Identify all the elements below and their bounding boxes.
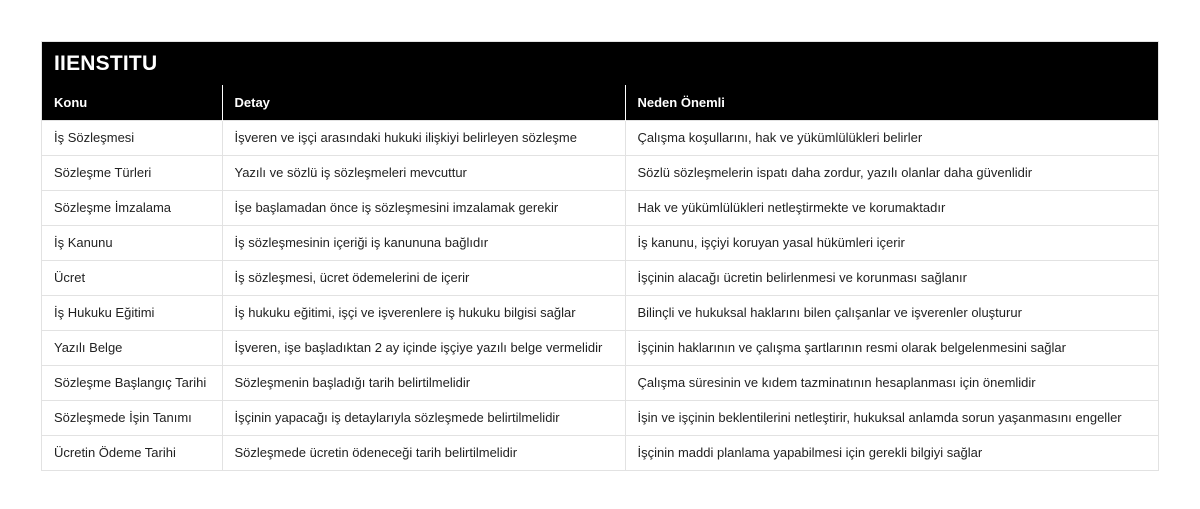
cell-detay: İş hukuku eğitimi, işçi ve işverenlere iş hukuku bilgisi sağlar	[222, 295, 625, 330]
table-row	[42, 155, 1158, 190]
cell-neden-onemli: İşçinin maddi planlama yapabilmesi için gerekli bilgiyi sağlar	[625, 435, 1158, 470]
cell-konu: Yazılı Belge	[42, 330, 222, 365]
cell-detay: İşveren ve işçi arasındaki hukuki ilişkiyi belirleyen sözleşme	[222, 120, 625, 155]
cell-detay: İş sözleşmesi, ücret ödemelerini de içerir	[222, 260, 625, 295]
cell-neden-onemli: Sözlü sözleşmelerin ispatı daha zordur, yazılı olanlar daha güvenlidir	[625, 155, 1158, 190]
table-row	[42, 120, 1158, 155]
cell-neden-onemli: Çalışma koşullarını, hak ve yükümlülükleri belirler	[625, 120, 1158, 155]
cell-detay: İşveren, işe başladıktan 2 ay içinde işçiye yazılı belge vermelidir	[222, 330, 625, 365]
cell-detay: İş sözleşmesinin içeriği iş kanununa bağlıdır	[222, 225, 625, 260]
cell-neden-onemli: Bilinçli ve hukuksal haklarını bilen çalışanlar ve işverenler oluşturur	[625, 295, 1158, 330]
cell-neden-onemli: İşçinin alacağı ücretin belirlenmesi ve korunması sağlanır	[625, 260, 1158, 295]
cell-konu: İş Hukuku Eğitimi	[42, 295, 222, 330]
cell-neden-onemli: Hak ve yükümlülükleri netleştirmekte ve korumaktadır	[625, 190, 1158, 225]
cell-konu: Sözleşmede İşin Tanımı	[42, 400, 222, 435]
table-row	[42, 330, 1158, 365]
cell-detay: İşe başlamadan önce iş sözleşmesini imzalamak gerekir	[222, 190, 625, 225]
column-header-konu: Konu	[42, 85, 222, 120]
cell-neden-onemli: İşçinin haklarının ve çalışma şartlarının resmi olarak belgelenmesini sağlar	[625, 330, 1158, 365]
table-row	[42, 260, 1158, 295]
table-header-row	[42, 85, 1158, 120]
cell-detay: İşçinin yapacağı iş detaylarıyla sözleşmede belirtilmelidir	[222, 400, 625, 435]
table-row	[42, 190, 1158, 225]
column-header-neden-onemli: Neden Önemli	[625, 85, 1158, 120]
cell-konu: Ücret	[42, 260, 222, 295]
table-row	[42, 365, 1158, 400]
table-row	[42, 435, 1158, 470]
cell-detay: Sözleşmenin başladığı tarih belirtilmelidir	[222, 365, 625, 400]
table-row	[42, 295, 1158, 330]
table-row	[42, 400, 1158, 435]
column-header-detay: Detay	[222, 85, 625, 120]
cell-neden-onemli: İşin ve işçinin beklentilerini netleştirir, hukuksal anlamda sorun yaşanmasını engeller	[625, 400, 1158, 435]
table-row	[42, 225, 1158, 260]
cell-konu: İş Kanunu	[42, 225, 222, 260]
data-table	[41, 41, 1159, 471]
cell-konu: Ücretin Ödeme Tarihi	[42, 435, 222, 470]
cell-konu: İş Sözleşmesi	[42, 120, 222, 155]
cell-konu: Sözleşme Türleri	[42, 155, 222, 190]
cell-konu: Sözleşme İmzalama	[42, 190, 222, 225]
cell-neden-onemli: İş kanunu, işçiyi koruyan yasal hükümleri içerir	[625, 225, 1158, 260]
cell-konu: Sözleşme Başlangıç Tarihi	[42, 365, 222, 400]
cell-neden-onemli: Çalışma süresinin ve kıdem tazminatının hesaplanması için önemlidir	[625, 365, 1158, 400]
cell-detay: Yazılı ve sözlü iş sözleşmeleri mevcuttur	[222, 155, 625, 190]
cell-detay: Sözleşmede ücretin ödeneceği tarih belirtilmelidir	[222, 435, 625, 470]
brand-title: IIENSTITU	[42, 42, 1158, 85]
table	[42, 85, 1158, 470]
